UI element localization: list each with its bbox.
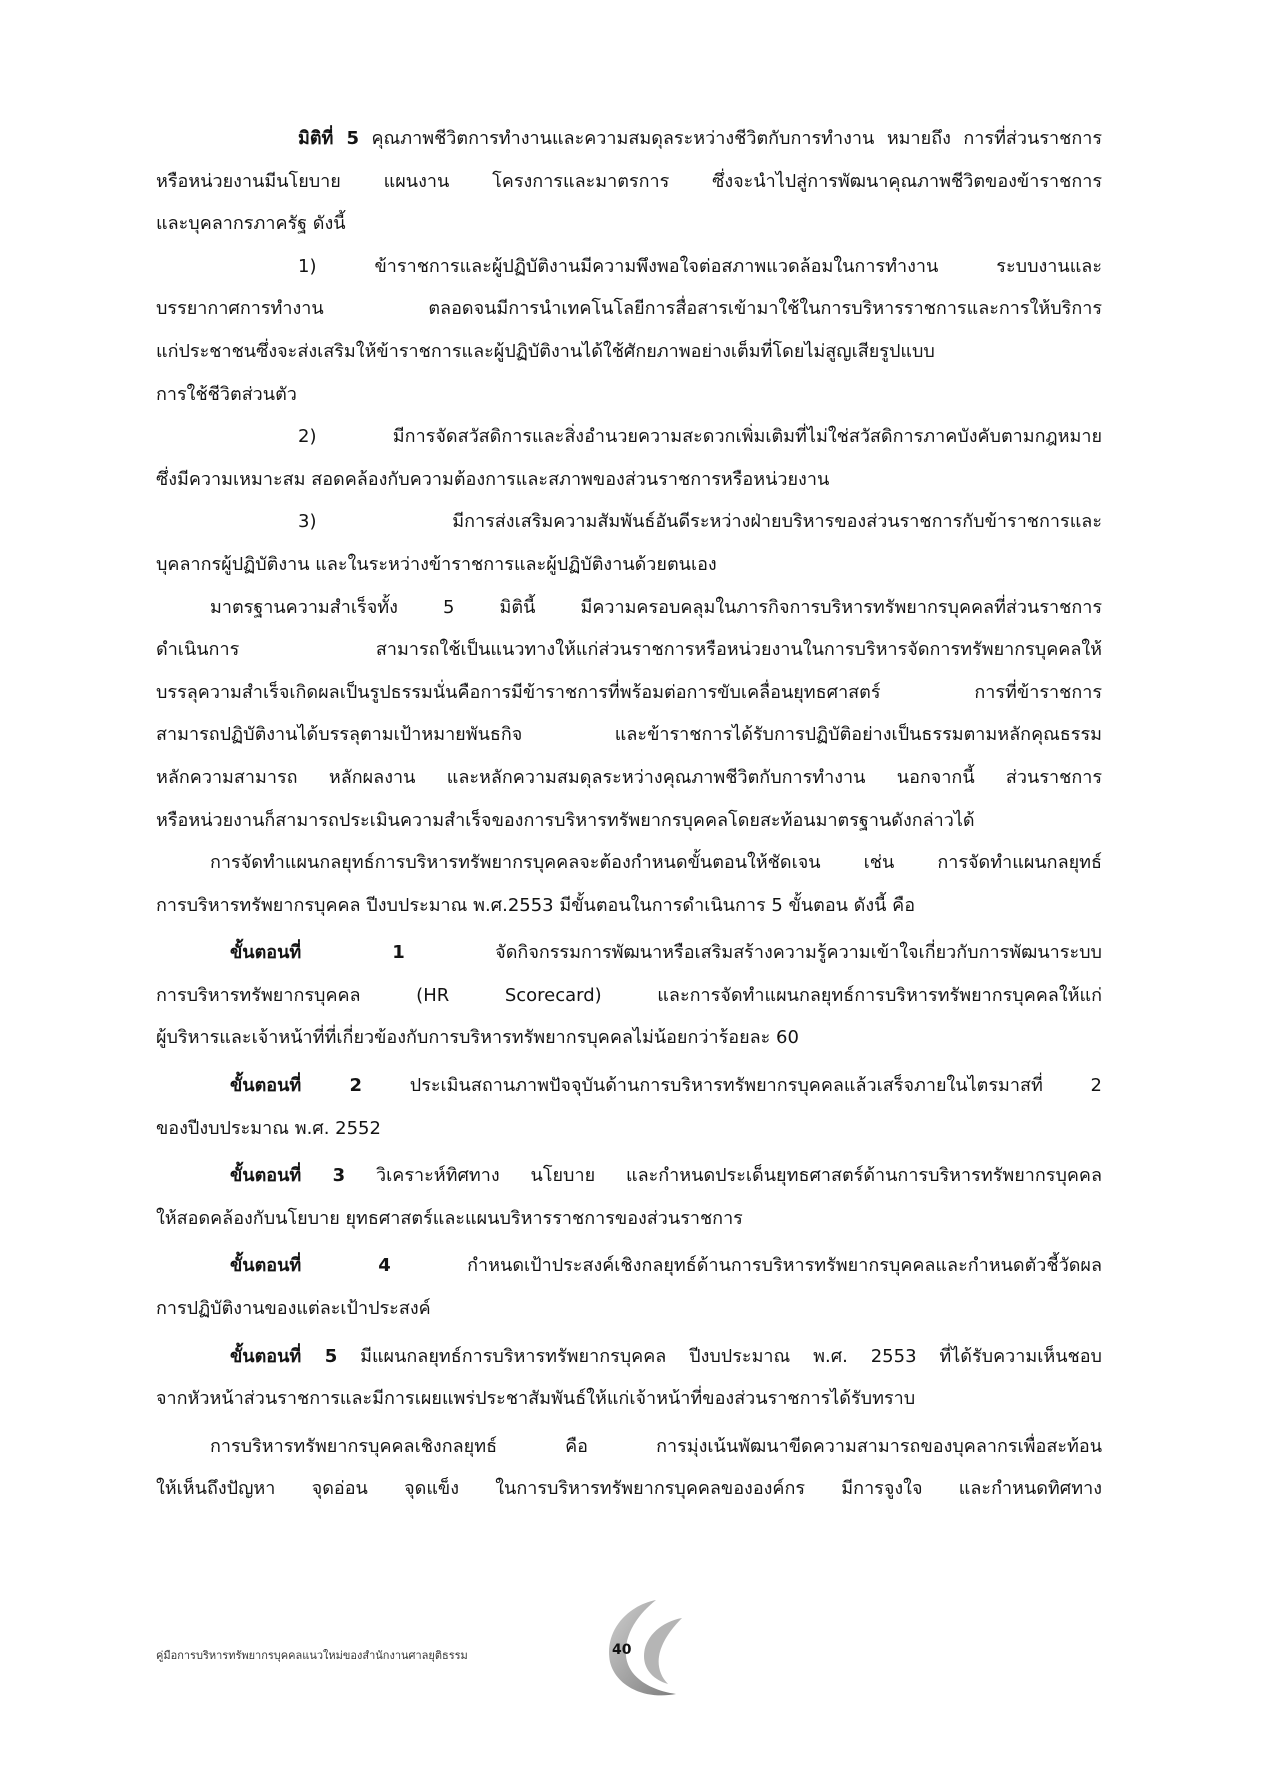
step1-line1 <box>156 932 1102 975</box>
standards-line4: สามารถปฏิบัติงานได้บรรลุตามเป้าหมายพันธกิจ และข้าราชการได้รับการปฏิบัติอย่างเป็นธรรมตามหลักคุณธรรม <box>156 724 1102 746</box>
step3-line2: ให้สอดคล้องกับนโยบาย ยุทธศาสตร์และแผนบริหารราชการของส่วนราชการ <box>156 1207 743 1229</box>
step4-text: กำหนดเป้าประสงค์เชิงกลยุทธ์ด้านการบริหารทรัพยากรบุคคลและกำหนดตัวชี้วัดผล <box>390 1255 1102 1277</box>
standards-line6: หรือหน่วยงานก็สามารถประเมินความสำเร็จของการบริหารทรัพยากรบุคคลโดยสะท้อนมาตรฐานดังกล่าวได้ <box>156 809 975 831</box>
item1-line3: แก่ประชาชนซึ่งจะส่งเสริมให้ข้าราชการและผู้ปฏิบัติงานได้ใช้ศักยภาพอย่างเต็มที่โดยไม่สูญเสียรูปแบบ <box>156 340 935 362</box>
dimension5-line1 <box>156 118 1102 161</box>
standards-line2: ดำเนินการ สามารถใช้เป็นแนวทางให้แก่ส่วนราชการหรือหน่วยงานในการบริหารจัดการทรัพยากรบุคคลให้ <box>156 639 1102 661</box>
step1-line2: การบริหารทรัพยากรบุคคล (HR Scorecard) และการจัดทำแผนกลยุทธ์การบริหารทรัพยากรบุคคลให้แก่ <box>156 984 1102 1006</box>
step5-line2: จากหัวหน้าส่วนราชการและมีการเผยแพร่ประชาสัมพันธ์ให้แก่เจ้าหน้าที่ของส่วนราชการได้รับทราบ <box>156 1388 916 1410</box>
dimension5-line2: หรือหน่วยงานมีนโยบาย แผนงาน โครงการและมาตรการ ซึ่งจะนำไปสู่การพัฒนาคุณภาพชีวิตของข้าราชการ <box>156 170 1102 192</box>
step2-text: ประเมินสถานภาพปัจจุบันด้านการบริหารทรัพยากรบุคคลแล้วเสร็จภายในไตรมาสที่ 2 <box>362 1075 1102 1097</box>
step3-line1 <box>156 1155 1102 1198</box>
step4-line2: การปฏิบัติงานของแต่ละเป้าประสงค์ <box>156 1298 431 1320</box>
step1-text: จัดกิจกรรมการพัฒนาหรือเสริมสร้างความรู้ความเข้าใจเกี่ยวกับการพัฒนาระบบ <box>404 942 1102 964</box>
item1-line4: การใช้ชีวิตส่วนตัว <box>156 383 297 405</box>
standards-line1: มาตรฐานความสำเร็จทั้ง 5 มิตินี้ มีความครอบคลุมในภารกิจการบริหารทรัพยากรบุคคลที่ส่วนราชการ <box>210 596 1102 618</box>
step3-label: ขั้นตอนที่ 3 <box>230 1165 346 1187</box>
strategic-hr-line1: การบริหารทรัพยากรบุคคลเชิงกลยุทธ์ คือ การมุ่งเน้นพัฒนาขีดความสามารถของบุคลากรเพื่อสะท้อน <box>210 1435 1102 1457</box>
page-number: 40 <box>612 1642 632 1658</box>
item1-text: 1) ข้าราชการและผู้ปฏิบัติงานมีความพึงพอใจต่อสภาพแวดล้อมในการทำงาน ระบบงานและ <box>298 255 1102 277</box>
dimension5-line3: และบุคลากรภาครัฐ ดังนี้ <box>156 213 346 235</box>
step2-label: ขั้นตอนที่ 2 <box>230 1075 363 1097</box>
document-body <box>156 118 1102 1511</box>
dimension5-text: คุณภาพชีวิตการทำงานและความสมดุลระหว่างชีวิตกับการทำงาน หมายถึง การที่ส่วนราชการ <box>359 128 1102 149</box>
step5-label: ขั้นตอนที่ 5 <box>230 1345 338 1367</box>
step3-text: วิเคราะห์ทิศทาง นโยบาย และกำหนดประเด็นยุทธศาสตร์ด้านการบริหารทรัพยากรบุคคล <box>345 1165 1102 1187</box>
item3-line1: 3) มีการส่งเสริมความสัมพันธ์อันดีระหว่างฝ่ายบริหารของส่วนราชการกับข้าราชการและ <box>298 511 1102 533</box>
standards-line5: หลักความสามารถ หลักผลงาน และหลักความสมดุลระหว่างคุณภาพชีวิตกับการทำงาน นอกจากนี้ ส่วนราชการ <box>156 766 1102 788</box>
standards-line3: บรรลุความสำเร็จเกิดผลเป็นรูปธรรมนั่นคือการมีข้าราชการที่พร้อมต่อการขับเคลื่อนยุทธศาสตร์ การที่ข้าราชการ <box>156 681 1102 703</box>
item1-line2: บรรยากาศการทำงาน ตลอดจนมีการนำเทคโนโลยีการสื่อสารเข้ามาใช้ในการบริหารราชการและการให้บริการ <box>156 298 1102 320</box>
step4-line1 <box>156 1245 1102 1288</box>
item1-line1 <box>156 246 1102 289</box>
step1-line3: ผู้บริหารและเจ้าหน้าที่ที่เกี่ยวข้องกับการบริหารทรัพยากรบุคคลไม่น้อยกว่าร้อยละ 60 <box>156 1027 799 1049</box>
plan-line2: การบริหารทรัพยากรบุคคล ปีงบประมาณ พ.ศ.2553 มีขั้นตอนในการดำเนินการ 5 ขั้นตอน ดังนี้ คือ <box>156 894 916 916</box>
step4-label: ขั้นตอนที่ 4 <box>230 1255 391 1277</box>
step5-line1 <box>156 1336 1102 1379</box>
step5-text: มีแผนกลยุทธ์การบริหารทรัพยากรบุคคล ปีงบประมาณ พ.ศ. 2553 ที่ได้รับความเห็นชอบ <box>337 1345 1102 1367</box>
item2-line2: ซึ่งมีความเหมาะสม สอดคล้องกับความต้องการและสภาพของส่วนราชการหรือหน่วยงาน <box>156 468 830 490</box>
dimension5-label: มิติที่ 5 <box>298 128 359 149</box>
strategic-hr-line2: ให้เห็นถึงปัญหา จุดอ่อน จุดแข็ง ในการบริหารทรัพยากรบุคคลขององค์กร มีการจูงใจ และกำหนดทิศทาง <box>156 1478 1102 1500</box>
step2-line1 <box>156 1065 1102 1108</box>
plan-line1: การจัดทำแผนกลยุทธ์การบริหารทรัพยากรบุคคลจะต้องกำหนดขั้นตอนให้ชัดเจน เช่น การจัดทำแผนกลยุทธ์ <box>210 852 1102 874</box>
step2-line2: ของปีงบประมาณ พ.ศ. 2552 <box>156 1117 381 1139</box>
page-footer <box>0 1612 1276 1732</box>
court-logo-icon <box>586 1596 686 1706</box>
item3-line2: บุคลากรผู้ปฏิบัติงาน และในระหว่างข้าราชการและผู้ปฏิบัติงานด้วยตนเอง <box>156 553 717 575</box>
footer-manual-title: คู่มือการบริหารทรัพยากรบุคคลแนวใหม่ของสำนักงานศาลยุติธรรม <box>156 1649 468 1662</box>
step1-label: ขั้นตอนที่ 1 <box>230 942 405 964</box>
item2-line1: 2) มีการจัดสวัสดิการและสิ่งอำนวยความสะดวกเพิ่มเติมที่ไม่ใช่สวัสดิการภาคบังคับตามกฎหมาย <box>298 426 1102 448</box>
